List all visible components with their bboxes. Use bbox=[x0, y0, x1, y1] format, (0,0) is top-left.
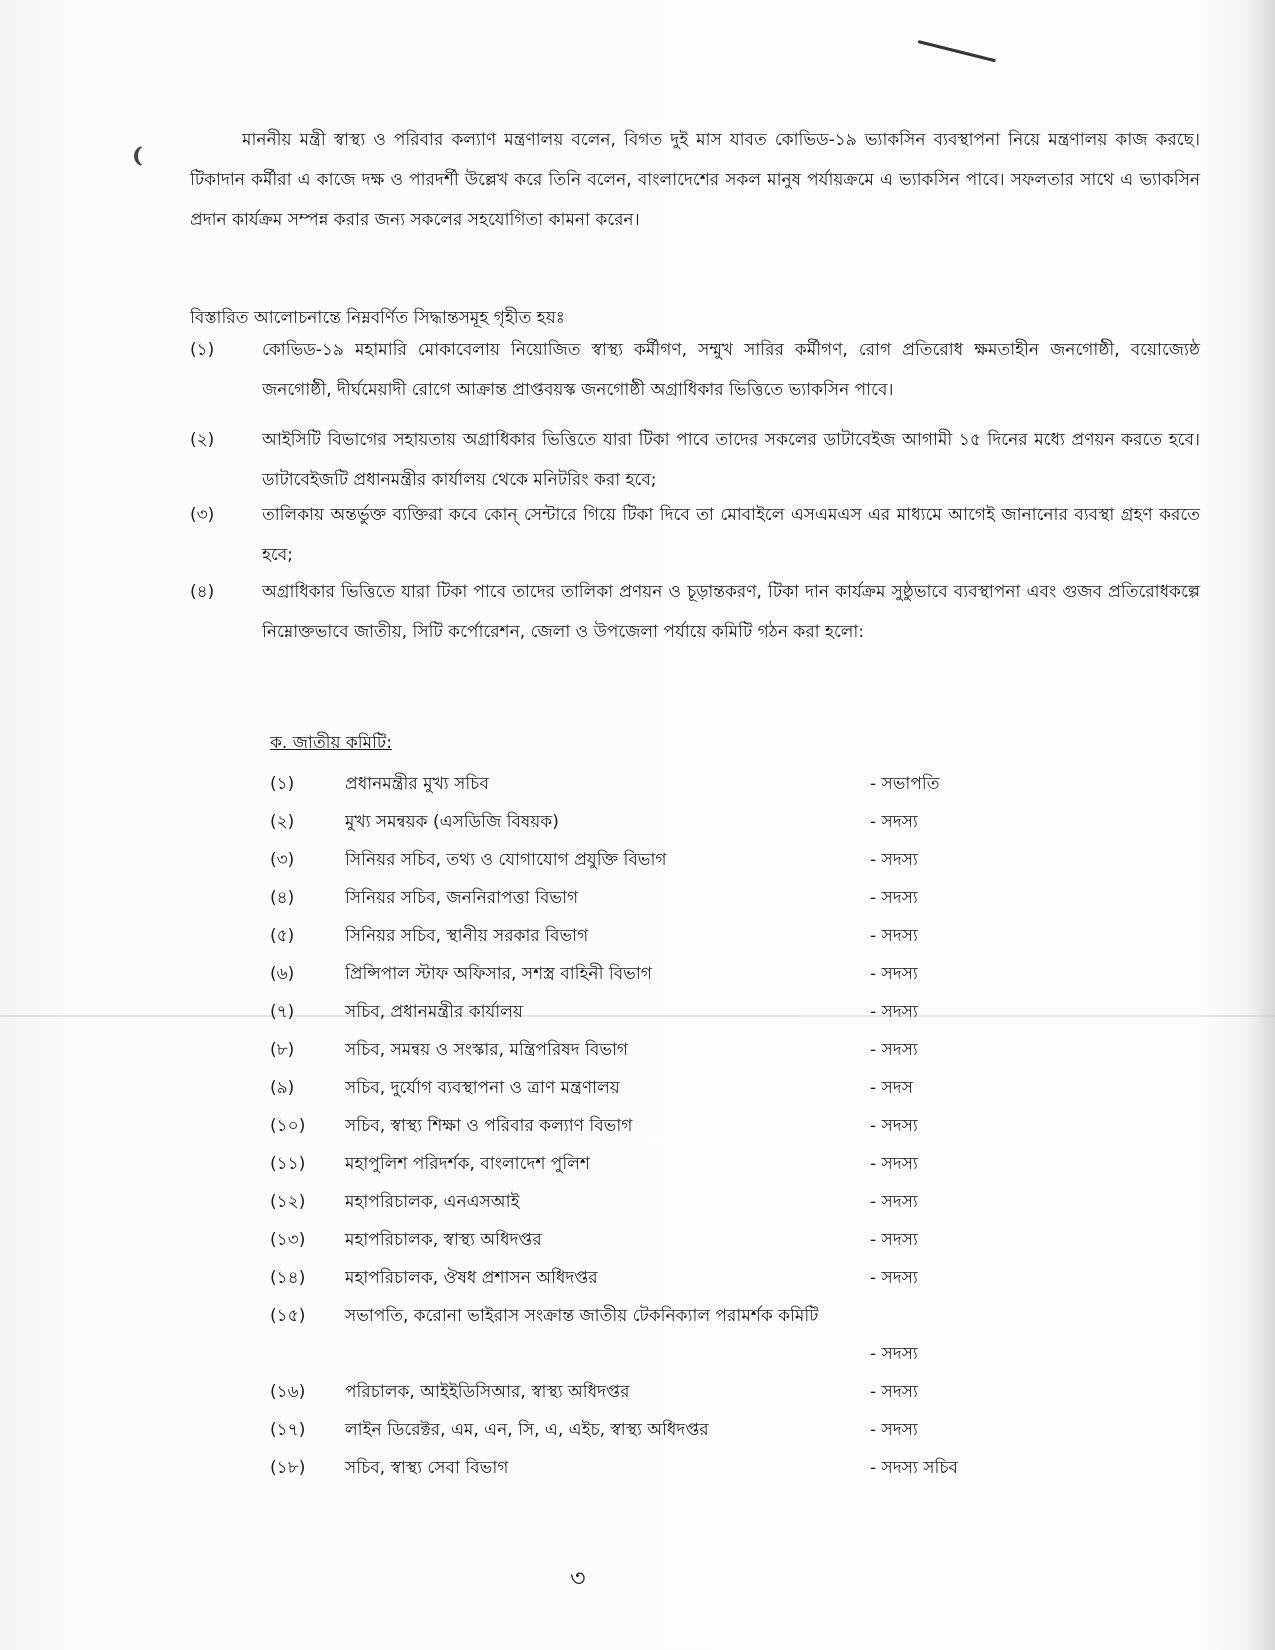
committee-member-row bbox=[270, 1297, 1030, 1373]
member-title: সিনিয়র সচিব, স্থানীয় সরকার বিভাগ bbox=[345, 926, 589, 946]
punch-hole-mark bbox=[134, 145, 158, 167]
member-title: সচিব, সমন্বয় ও সংস্কার, মন্ত্রিপরিষদ বিভাগ bbox=[345, 1040, 629, 1060]
committee-member-row bbox=[270, 1449, 1030, 1487]
member-number: (৬) bbox=[270, 964, 295, 984]
member-role: - সদস্য bbox=[870, 1268, 918, 1288]
member-title: পরিচালক, আইইডিসিআর, স্বাস্থ্য অধিদপ্তর bbox=[345, 1382, 630, 1402]
decision-item bbox=[190, 330, 1200, 410]
member-title: মহাপুলিশ পরিদর্শক, বাংলাদেশ পুলিশ bbox=[345, 1154, 590, 1174]
member-number: (১৫) bbox=[270, 1306, 306, 1326]
member-title: সভাপতি, করোনা ভাইরাস সংক্রান্ত জাতীয় টেকনিক্যাল পরামর্শক কমিটি bbox=[345, 1306, 819, 1326]
member-role: - সদস্য সচিব bbox=[870, 1458, 958, 1478]
member-title: প্রিন্সিপাল স্টাফ অফিসার, সশস্ত্র বাহিনী বিভাগ bbox=[345, 964, 652, 984]
committee-member-row bbox=[270, 1145, 1030, 1183]
member-number: (১) bbox=[270, 774, 295, 794]
member-number: (১০) bbox=[270, 1116, 306, 1136]
member-number: (৯) bbox=[270, 1078, 295, 1098]
member-role: - সদস্য bbox=[870, 1230, 918, 1250]
committee-member-row bbox=[270, 993, 1030, 1031]
pen-mark bbox=[918, 40, 996, 62]
member-title: মহাপরিচালক, ঔষধ প্রশাসন অধিদপ্তর bbox=[345, 1268, 598, 1288]
member-number: (১৭) bbox=[270, 1420, 306, 1440]
member-number: (১৩) bbox=[270, 1230, 306, 1250]
committee-member-row bbox=[270, 1069, 1030, 1107]
member-role: - সদস্য bbox=[870, 1192, 918, 1212]
member-number: (১৮) bbox=[270, 1458, 306, 1478]
member-title: সচিব, স্বাস্থ্য শিক্ষা ও পরিবার কল্যাণ বিভাগ bbox=[345, 1116, 633, 1136]
committee-member-row bbox=[270, 1221, 1030, 1259]
member-number: (৮) bbox=[270, 1040, 295, 1060]
member-number: (২) bbox=[270, 812, 295, 832]
member-number: (১৪) bbox=[270, 1268, 306, 1288]
committee-member-row bbox=[270, 1183, 1030, 1221]
member-title: প্রধানমন্ত্রীর মুখ্য সচিব bbox=[345, 774, 489, 794]
member-role: - সদস্য bbox=[870, 1420, 918, 1440]
member-role: - সদস্য bbox=[870, 1154, 918, 1174]
member-title: মহাপরিচালক, এনএসআই bbox=[345, 1192, 520, 1212]
committee-member-row bbox=[270, 917, 1030, 955]
member-role: - সদস্য bbox=[870, 1344, 918, 1364]
member-title: লাইন ডিরেক্টর, এম, এন, সি, এ, এইচ, স্বাস্থ্য অধিদপ্তর bbox=[345, 1420, 709, 1440]
member-number: (৪) bbox=[270, 888, 295, 908]
committee-member-row bbox=[270, 841, 1030, 879]
committee-member-row bbox=[270, 765, 1030, 803]
decision-text: অগ্রাধিকার ভিত্তিতে যারা টিকা পাবে তাদের তালিকা প্রণয়ন ও চূড়ান্তকরণ, টিকা দান কার্যক্রম সুষ্ঠুভাবে ব্যবস্থাপনা এবং গুজব প্রতিরোধকল্পে নিম্নোক্তভাবে জাতীয়, সিটি কর্পোরেশন, জেলা ও উপজেলা পর্যায়ে কমিটি গঠন করা হলো: bbox=[262, 582, 1200, 642]
committee-heading: ক. জাতীয় কমিটি: bbox=[270, 733, 392, 753]
member-role: - সদস্য bbox=[870, 926, 918, 946]
member-role: - সদস্য bbox=[870, 1116, 918, 1136]
member-role: - সদস্য bbox=[870, 1040, 918, 1060]
member-number: (১২) bbox=[270, 1192, 306, 1212]
decisions-heading: বিস্তারিত আলোচনান্তে নিম্নবর্ণিত সিদ্ধান্তসমূহ গৃহীত হয়ঃ bbox=[190, 308, 565, 328]
decision-item bbox=[190, 572, 1200, 652]
member-role: - সদস্য bbox=[870, 812, 918, 832]
member-number: (৩) bbox=[270, 850, 295, 870]
member-number: (১১) bbox=[270, 1154, 306, 1174]
committee-member-row bbox=[270, 879, 1030, 917]
decision-text: কোভিড-১৯ মহামারি মোকাবেলায় নিয়োজিত স্বাস্থ্য কর্মীগণ, সম্মুখ সারির কর্মীগণ, রোগ প্রতিরোধ ক্ষমতাহীন জনগোষ্ঠী, বয়োজ্যেষ্ঠ জনগোষ্ঠী, দীর্ঘমেয়াদী রোগে আক্রান্ত প্রাপ্তবয়স্ক জনগোষ্ঠী অগ্রাধিকার ভিত্তিতে ভ্যাকসিন পাবে। bbox=[262, 340, 1200, 400]
committee-member-row bbox=[270, 1373, 1030, 1411]
member-title: সিনিয়র সচিব, জননিরাপত্তা বিভাগ bbox=[345, 888, 579, 908]
committee-member-row bbox=[270, 1107, 1030, 1145]
page-edge-shadow bbox=[1247, 0, 1275, 1650]
member-title: মুখ্য সমন্বয়ক (এসডিজি বিষয়ক) bbox=[345, 812, 559, 832]
member-title: সচিব, দুর্যোগ ব্যবস্থাপনা ও ত্রাণ মন্ত্রণালয় bbox=[345, 1078, 620, 1098]
member-role: - সদস্য bbox=[870, 1382, 918, 1402]
member-title: সচিব, স্বাস্থ্য সেবা বিভাগ bbox=[345, 1458, 509, 1478]
member-role: - সদস bbox=[870, 1078, 913, 1098]
committee-member-row bbox=[270, 1031, 1030, 1069]
member-number: (৭) bbox=[270, 1002, 295, 1022]
decision-number: (৪) bbox=[190, 582, 215, 602]
decision-text: তালিকায় অন্তর্ভুক্ত ব্যক্তিরা কবে কোন্ সেন্টারে গিয়ে টিকা দিবে তা মোবাইলে এসএমএস এর মাধ্যমে আগেই জানানোর ব্যবস্থা গ্রহণ করতে হবে; bbox=[262, 505, 1200, 565]
member-role: - সদস্য bbox=[870, 1002, 918, 1022]
member-number: (১৬) bbox=[270, 1382, 306, 1402]
committee-member-row bbox=[270, 955, 1030, 993]
member-title: সিনিয়র সচিব, তথ্য ও যোগাযোগ প্রযুক্তি বিভাগ bbox=[345, 850, 667, 870]
intro-paragraph: মাননীয় মন্ত্রী স্বাস্থ্য ও পরিবার কল্যাণ মন্ত্রণালয় বলেন, বিগত দুই মাস যাবত কোভিড-১৯ ভ্যাকসিন ব্যবস্থাপনা নিয়ে মন্ত্রণালয় কাজ করছে। টিকাদান কর্মীরা এ কাজে দক্ষ ও পারদর্শী উল্লেখ করে তিনি বলেন, বাংলাদেশের সকল মানুষ পর্যায়ক্রমে এ ভ্যাকসিন পাবে। সফলতার সাথে এ ভ্যাকসিন প্রদান কার্যক্রম সম্পন্ন করার জন্য সকলের সহযোগিতা কামনা করেন। bbox=[190, 130, 1200, 230]
committee-member-row bbox=[270, 1411, 1030, 1449]
decision-number: (৩) bbox=[190, 505, 215, 525]
page-mark: ৩ bbox=[570, 1564, 586, 1592]
decision-text: আইসিটি বিভাগের সহায়তায় অগ্রাধিকার ভিত্তিতে যারা টিকা পাবে তাদের সকলের ডাটাবেইজ আগামী ১৫ দিনের মধ্যে প্রণয়ন করতে হবে। ডাটাবেইজটি প্রধানমন্ত্রীর কার্যালয় থেকে মনিটরিং করা হবে; bbox=[262, 430, 1200, 490]
decision-number: (২) bbox=[190, 430, 215, 450]
member-title: মহাপরিচালক, স্বাস্থ্য অধিদপ্তর bbox=[345, 1230, 542, 1250]
decision-item bbox=[190, 495, 1200, 575]
member-role: - সদস্য bbox=[870, 888, 918, 908]
member-role: - সভাপতি bbox=[870, 774, 940, 794]
member-role: - সদস্য bbox=[870, 964, 918, 984]
member-number: (৫) bbox=[270, 926, 295, 946]
committee-member-row bbox=[270, 803, 1030, 841]
member-title: সচিব, প্রধানমন্ত্রীর কার্যালয় bbox=[345, 1002, 523, 1022]
member-role: - সদস্য bbox=[870, 850, 918, 870]
decision-item bbox=[190, 420, 1200, 500]
committee-member-row bbox=[270, 1259, 1030, 1297]
decision-number: (১) bbox=[190, 340, 215, 360]
